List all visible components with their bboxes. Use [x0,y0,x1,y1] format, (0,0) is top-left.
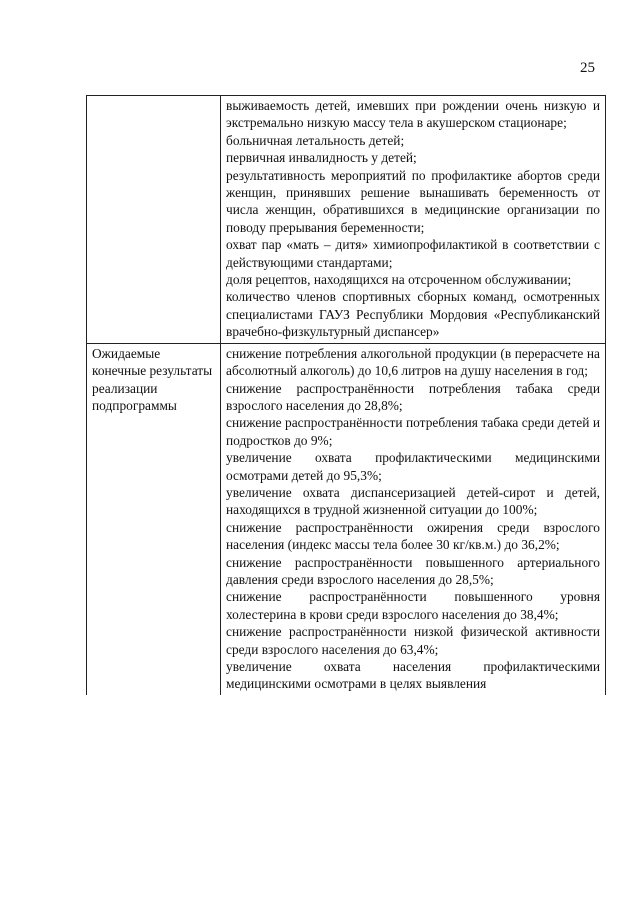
table-row-indicators [87,96,606,344]
row-label-empty [87,96,221,344]
list-item: снижение распространённости потребления табака среди взрослого населения до 28,8%; [226,380,600,413]
list-item: первичная инвалидность у детей; [226,150,417,166]
row-label-expected-results: Ожидаемые конечные результаты реализации подпрограммы [87,343,221,695]
list-item: увеличение охвата диспансеризацией детей-сирот и детей, находящихся в трудной жизненной ситуации до 100%; [226,484,600,518]
list-item: охват пар «мать – дитя» химиопрофилактикой в соответствии с действующими стандартами; [226,237,600,270]
list-item: доля рецептов, находящихся на отсроченном обслуживании; [226,272,572,288]
list-item: больничная летальность детей; [226,132,405,148]
list-item: снижение распространённости потребления табака среди детей и подростков до 9%; [226,415,600,448]
page-number: 25 [580,60,595,76]
list-item: результативность мероприятий по профилактике абортов среди женщин, принявших решение вынашивать беременность от числа женщин, обратившихся в медицинские организации по поводу прерывания беременности; [226,167,600,235]
expected-results-cell [221,343,606,695]
program-table [86,95,606,695]
list-item: снижение распространённости ожирения среди взрослого населения (индекс массы тела более 30 кг/кв.м.) до 36,2%; [226,519,600,553]
list-item: увеличение охвата населения профилактическими медицинскими осмотрами в целях выявления [226,659,600,692]
list-item: снижение потребления алкогольной продукции (в перерасчете на абсолютный алкоголь) до 10,6 литров на душу населения в год; [226,345,600,379]
list-item: снижение распространённости низкой физической активности среди взрослого населения до 63,4%; [226,624,600,657]
table-row-expected-results [87,343,606,695]
indicators-cell [221,96,606,344]
list-item: количество членов спортивных сборных команд, осмотренных специалистами ГАУЗ Республики Мордовия «Республиканский врачебно-физкультурный диспансер» [226,289,600,340]
list-item: увеличение охвата профилактическими медицинскими осмотрами детей до 95,3%; [226,450,600,483]
list-item: снижение распространённости повышенного уровня холестерина в крови среди взрослого населения до 38,4%; [226,589,600,622]
list-item: снижение распространённости повышенного артериального давления среди взрослого населения до 28,5%; [226,554,600,587]
list-item: выживаемость детей, имевших при рождении очень низкую и экстремально низкую массу тела в акушерском стационаре; [226,98,600,131]
